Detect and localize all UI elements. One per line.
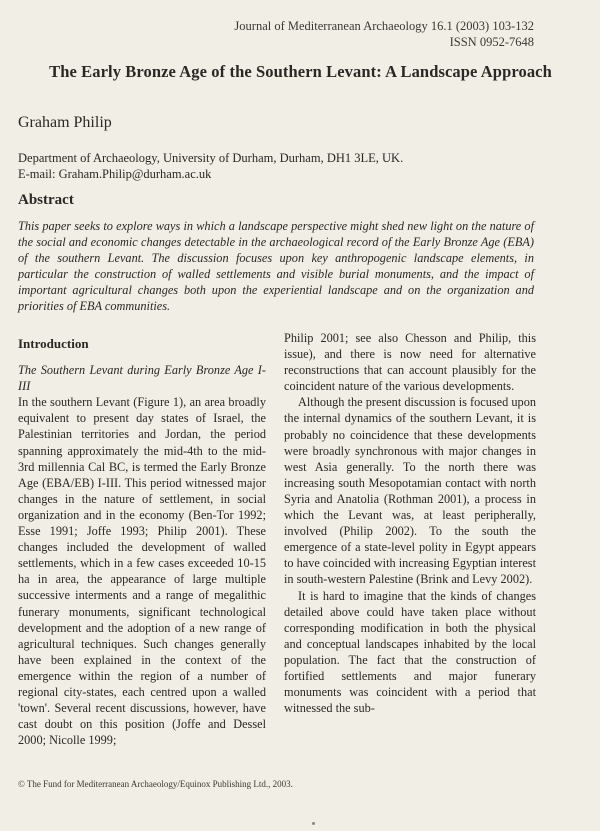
author-affiliation (18, 150, 403, 182)
body-paragraph-2: Although the present discussion is focused upon the internal dynamics of the southern Levant, it is probably no coincidence that these developments were broadly synchronous with major changes in west Asia generally. To the north there was increasing south Mesopotamian contact with north Syria and Anatolia (Rothman 2001), a process in which the Levant was, at least peripherally, involved (Philip 2002). To the south the emergence of a state-level polity in Egypt appears to have coincided with increasing Egyptian interest in south-western Palestine (Brink and Levy 2002). (284, 395, 537, 587)
article-title: The Early Bronze Age of the Southern Levant: A Landscape Approach (49, 62, 552, 81)
journal-citation: Journal of Mediterranean Archaeology 16.1 (2003) 103-132 (234, 19, 534, 33)
body-paragraph-3: It is hard to imagine that the kinds of changes detailed above could have taken place without corresponding modification in both the physical and conceptual landscapes inhabited by the local population. The fact that the construction of fortified settlements and major funerary monuments was coincident with a period that witnessed the sub- (284, 588, 536, 716)
journal-header (234, 18, 534, 50)
right-column (284, 330, 536, 716)
author-name: Graham Philip (18, 114, 112, 131)
journal-issn: ISSN 0952-7648 (449, 35, 534, 49)
body-paragraph-1: In the southern Levant (Figure 1), an area broadly equivalent to present day states of Israel, the Palestinian territories and Jordan, the period spanning approximately the mid-4th to the mid-3rd millennia Cal BC, is termed the Early Bronze Age (EBA/EB) I-III. This period witnessed major changes in the nature of settlement, in social organization and in the economy (Ben-Tor 1992; Esse 1991; Joffe 1993; Philip 2001). These changes included the development of walled settlements, which in a few cases exceeded 10-15 ha in area, the appearance of large multiple successive interments and a range of megalithic funerary monuments, significant technological development and the adoption of a new range of agricultural techniques. Such changes generally have been explained in the context of the emergence within the region of a number of regional city-states, each centred upon a walled 'town'. Several recent discussions, however, have cast doubt on this position (Joffe and Dessel 2000; Nicolle 1999; (18, 395, 266, 748)
section-subheading: The Southern Levant during Early Bronze Age I-III (18, 363, 266, 394)
left-column (18, 330, 266, 748)
body-paragraph-1-continued: Philip 2001; see also Chesson and Philip, this issue), and there is now need for alternative reconstructions that can account plausibly for the coincident nature of the various developments. (284, 331, 536, 394)
department: Department of Archaeology, University of Durham, Durham, DH1 3LE, UK. (18, 151, 404, 165)
abstract-heading: Abstract (18, 192, 74, 208)
email: E-mail: Graham.Philip@durham.ac.uk (18, 167, 212, 181)
copyright-footer: © The Fund for Mediterranean Archaeology/Equinox Publishing Ltd., 2003. (18, 779, 293, 789)
abstract-text: This paper seeks to explore ways in which a landscape perspective might shed new light on the nature of the social and economic changes detectable in the archaeological record of the Early Bronze Age (EBA) of the southern Levant. The discussion focuses upon key anthropogenic landscape elements, in particular the construction of walled settlements and visible burial monuments, and the impact of important agricultural changes both upon the experiential landscape and on the organization and priorities of EBA communities. (18, 219, 534, 313)
introduction-heading: Introduction (18, 336, 89, 351)
page-speck (312, 822, 315, 825)
